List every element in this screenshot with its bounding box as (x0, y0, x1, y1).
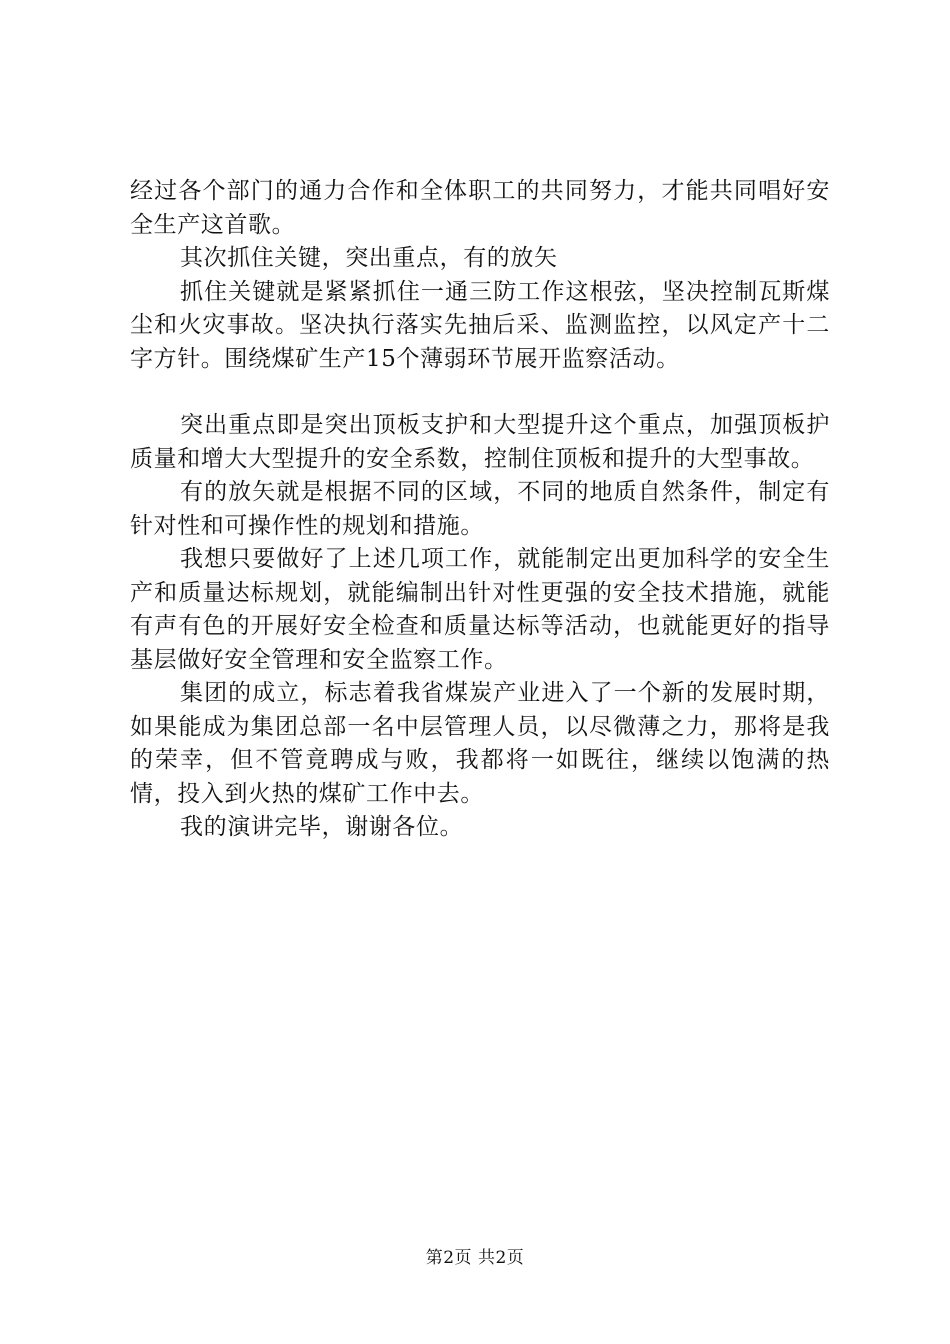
page-footer: 第2页 共2页 (425, 1248, 525, 1268)
paragraph-7: 集团的成立，标志着我省煤炭产业进入了一个新的发展时期，如果能成为集团总部一名中层管理人员，以尽微薄之力，那将是我的荣幸，但不管竟聘成与败，我都将一如既往，继续以饱满的热情，投入到火热的煤矿工作中去。 (130, 680, 830, 807)
paragraph-3: 抓住关键就是紧紧抓住一通三防工作这根弦，坚决控制瓦斯煤尘和火灾事故。坚决执行落实先抽后采、监测监控，以风定产十二字方针。围绕煤矿生产15个薄弱环节展开监察活动。 (130, 278, 830, 372)
paragraph-5: 有的放矢就是根据不同的区域，不同的地质自然条件，制定有针对性和可操作性的规划和措施。 (130, 479, 830, 539)
paragraph-1: 经过各个部门的通力合作和全体职工的共同努力，才能共同唱好安全生产这首歌。 (130, 178, 830, 238)
paragraph-2-heading: 其次抓住关键，突出重点，有的放矢 (180, 245, 558, 271)
paragraph-4: 突出重点即是突出顶板支护和大型提升这个重点，加强顶板护质量和增大大型提升的安全系数，控制住顶板和提升的大型事故。 (130, 412, 830, 472)
document-body (130, 175, 830, 845)
paragraph-8-closing: 我的演讲完毕，谢谢各位。 (180, 814, 464, 840)
paragraph-6: 我想只要做好了上述几项工作，就能制定出更加科学的安全生产和质量达标规划，就能编制出针对性更强的安全技术措施，就能有声有色的开展好安全检查和质量达标等活动，也就能更好的指导基层做好安全管理和安全监察工作。 (130, 546, 830, 673)
